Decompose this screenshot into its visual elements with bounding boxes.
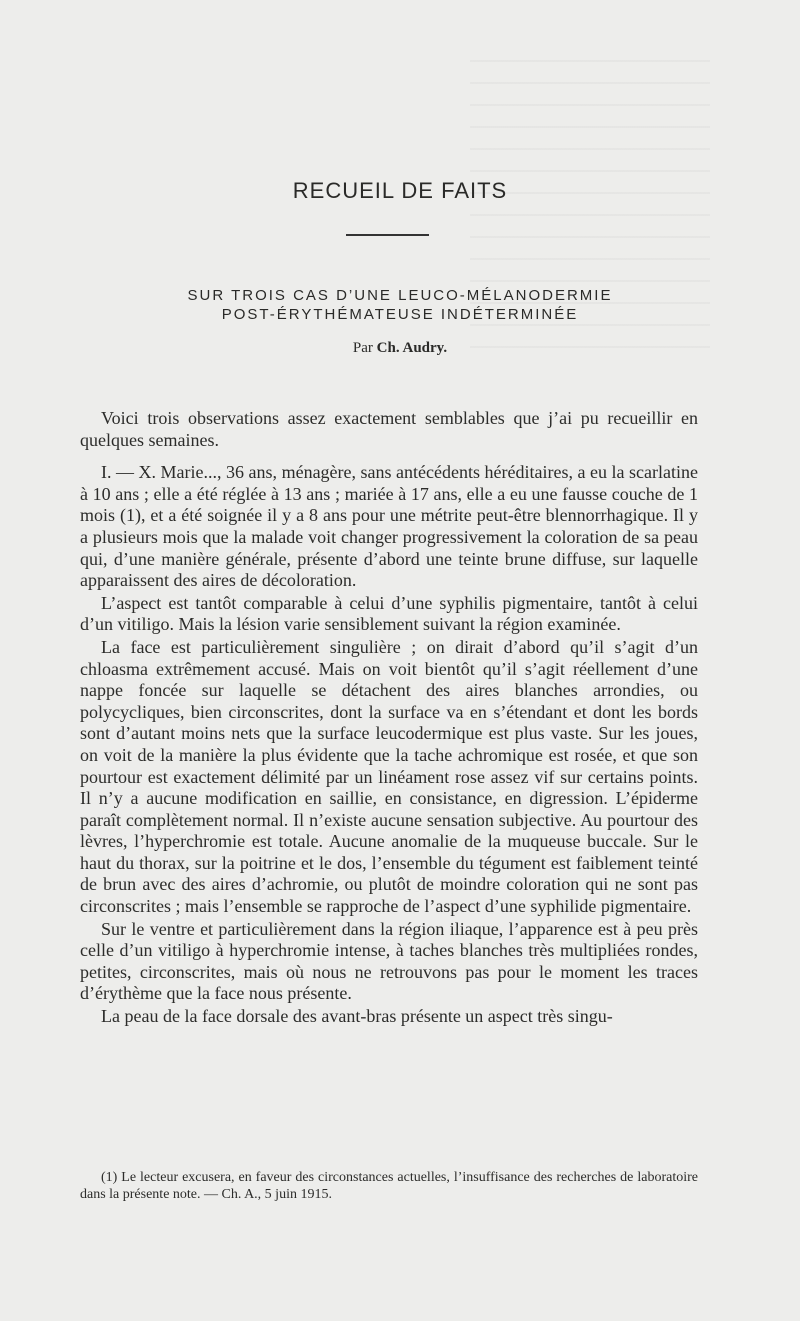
byline (0, 340, 800, 357)
section-title: RECUEIL DE FAITS (292, 178, 508, 203)
article-body (80, 408, 698, 1029)
article-title-line-1: SUR TROIS CAS D’UNE LEUCO-MÉLANODERMIE (187, 287, 613, 304)
article-title-line-2: POST-ÉRYTHÉMATEUSE INDÉTERMINÉE (221, 306, 579, 323)
paragraph-ventre: Sur le ventre et particulièrement dans la région iliaque, l’apparence est à peu près celle d’un vitiligo à hyperchromie intense, à taches blanches très multipliées rondes, petites, circonscrites, mais où nous ne retrouvons pas pour le moment les traces d’érythème que la face nous présente. (80, 918, 698, 1004)
author-name: Ch. Audry. (376, 340, 448, 356)
paragraph-avant-bras: La peau de la face dorsale des avant-bras présente un aspect très singu- (101, 1006, 613, 1027)
paragraph-case-1: I. — X. Marie..., 36 ans, ménagère, sans antécédents héréditaires, a eu la scarlatine à 10 ans ; elle a été réglée à 13 ans ; mariée à 17 ans, elle a eu une fausse couche de 1 mois (1), et a été soignée il y a 8 ans pour une métrite peut-être blennorrhagique. Il y a plusieurs mois que la malade voit changer progressivement la coloration de sa peau qui, d’une manière générale, présente d’abord une teinte brune diffuse, sur laquelle apparaissent des aires de décoloration. (80, 462, 698, 591)
byline-prefix: Par (352, 340, 373, 356)
paragraph-intro: Voici trois observations assez exactement semblables que j’ai pu recueillir en quelques semaines. (80, 408, 698, 450)
title-rule (346, 234, 429, 236)
paragraph-aspect: L’aspect est tantôt comparable à celui d’une syphilis pigmentaire, tantôt à celui d’un vitiligo. Mais la lésion varie sensiblement suivant la région examinée. (80, 592, 698, 635)
paragraph-face: La face est particulièrement singulière ; on dirait d’abord qu’il s’agit d’un chloasma extrêmement accusé. Mais on voit bientôt qu’il s’agit réellement d’une nappe foncée sur laquelle se détachent des aires blanches arrondies, ou polycycliques, bien circonscrites, dont la surface va en s’étendant et dont les bords sont d’autant moins nets que la surface leucodermique est plus vaste. Sur les joues, on voit de la manière la plus évidente que la tache achromique est rosée, et que son pourtour est exactement délimité par un linéament rose assez vif sur certains points. Il n’y a aucune modification en saillie, en consistance, en digression. L’épiderme paraît complètement normal. Il n’existe aucune sensation subjective. Au pourtour des lèvres, l’hyperchromie est totale. Aucune anomalie de la muqueuse buccale. Sur le haut du thorax, sur la poitrine et le dos, l’ensemble du tégument est faiblement teinté de brun avec des aires d’achromie, ou plutôt de moindre coloration qui ne sont pas circonscrites ; mais l’ensemble se rapproche de l’aspect d’une syphilide pigmentaire. (80, 636, 698, 917)
article-title (0, 286, 800, 324)
footnote-text: (1) Le lecteur excusera, en faveur des circonstances actuelles, l’insuffisance des recherches de laboratoire dans la présente note. — Ch. A., 5 juin 1915. (80, 1170, 698, 1202)
footnote (80, 1169, 698, 1203)
